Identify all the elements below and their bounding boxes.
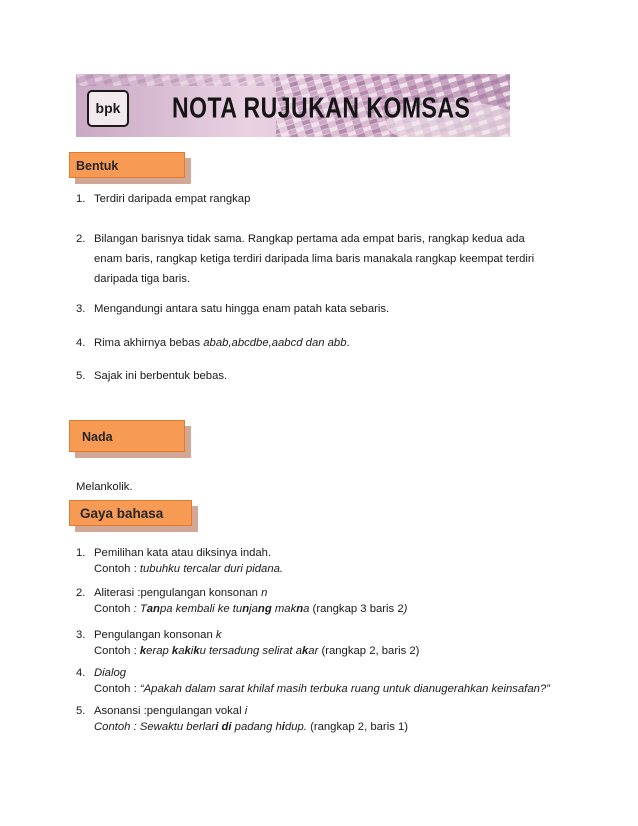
example-part-bold: k [184, 645, 191, 657]
item-text [94, 628, 554, 643]
item-number: 4. [76, 337, 86, 349]
section-heading-label: Bentuk [76, 159, 119, 173]
example-tail: (rangkap 3 baris 2 [309, 603, 404, 615]
item-text-italic: n [261, 587, 268, 599]
item-example [94, 644, 614, 659]
item-text-plain: Aliterasi :pengulangan konsonan [94, 587, 262, 599]
section-heading-label: Nada [82, 430, 113, 444]
item-text: Bilangan barisnya tidak sama. Rangkap pertama ada empat baris, rangkap kedua ada [94, 233, 525, 245]
example-prefix: Contoh : [94, 563, 140, 575]
example-tail: (rangkap 2, baris 1) [306, 721, 409, 733]
item-example [94, 602, 614, 617]
item-number: 3. [76, 303, 86, 315]
item-text: daripada tiga baris. [94, 273, 191, 285]
item-number: 4. [76, 667, 86, 679]
item-number: 3. [76, 629, 86, 641]
example-close: ) [403, 603, 408, 615]
example-part: erap [146, 645, 172, 657]
example-part-bold: ng [257, 603, 272, 615]
item-text-plain: Asonansi :pengulangan vokal [94, 705, 245, 717]
example-part: dup. [284, 721, 307, 733]
item-text: Mengandungi antara satu hingga enam patah kata sebaris. [94, 303, 390, 315]
example-part: mak [271, 603, 297, 615]
example-part: u tersadung selirat a [199, 645, 302, 657]
example-prefix: Contoh : [94, 645, 140, 657]
item-text: enam baris, rangkap ketiga terdiri daripada lima baris manakala rangkap keempat terdiri [94, 253, 535, 265]
item-example [94, 682, 614, 697]
item-text-italic: k [215, 629, 222, 641]
example-part: ar [308, 645, 319, 657]
item-number: 1. [76, 193, 86, 205]
item-text: Pemilihan kata atau diksinya indah. [94, 547, 272, 559]
item-number: 5. [76, 705, 86, 717]
item-text [94, 334, 554, 353]
example-part-bold: i [281, 721, 285, 733]
item-text: Terdiri daripada empat rangkap [94, 193, 251, 205]
item-text-italic: abab,abcdbe,aabcd dan abb [203, 337, 347, 349]
item-text-plain: Rima akhirnya bebas [94, 337, 204, 349]
example-tail: (rangkap 2, baris 2) [318, 645, 420, 657]
example-part-bold: k [139, 645, 147, 657]
example-part-bold: k [171, 645, 179, 657]
item-number: 2. [76, 587, 86, 599]
example-part: padang h [231, 721, 282, 733]
item-text-plain: Pengulangan konsonan [94, 629, 216, 641]
example-part-bold: k [193, 645, 200, 657]
item-number: 5. [76, 370, 86, 382]
item-number: 1. [76, 547, 86, 559]
example-part-bold: n [242, 603, 250, 615]
example-part: ja [249, 603, 258, 615]
example-prefix: Contoh [94, 603, 134, 615]
item-number: 2. [76, 233, 86, 245]
example-part: a [303, 603, 310, 615]
example-part: Contoh : Sewaktu berlar [94, 721, 216, 733]
item-example [94, 562, 614, 577]
header-banner [76, 74, 510, 137]
bpk-logo [87, 90, 129, 127]
item-text-tail: . [346, 337, 350, 349]
example-text: “Apakah dalam sarat khilaf masih terbuka ruang untuk dianugerahkan keinsafan?” [139, 683, 550, 695]
example-part-bold: n [296, 603, 304, 615]
section-heading-gaya-bahasa [69, 500, 192, 526]
nada-text: Melankolik. [76, 481, 133, 493]
item-text [94, 704, 554, 719]
section-heading-nada [69, 420, 185, 452]
item-example [94, 720, 614, 735]
section-heading-label: Gaya bahasa [80, 506, 164, 521]
section-heading-bentuk [69, 152, 185, 178]
example-part: a [178, 645, 185, 657]
example-part: i [190, 645, 194, 657]
example-part: pa kembali ke tu [159, 603, 243, 615]
example-text: tubuhku tercalar duri pidana. [139, 563, 284, 575]
page-title: NOTA RUJUKAN KOMSAS [172, 91, 471, 124]
item-text [94, 586, 554, 601]
logo-text: bpk [95, 100, 121, 116]
example-prefix: Contoh : [94, 683, 140, 695]
example-part: : T [133, 603, 147, 615]
example-part-bold: k [301, 645, 309, 657]
example-part-bold: i di [215, 721, 232, 733]
item-text: Sajak ini berbentuk bebas. [94, 370, 228, 382]
example-part-bold: an [146, 603, 160, 615]
item-text-italic: Dialog [94, 667, 127, 679]
item-text-italic: i [244, 705, 248, 717]
